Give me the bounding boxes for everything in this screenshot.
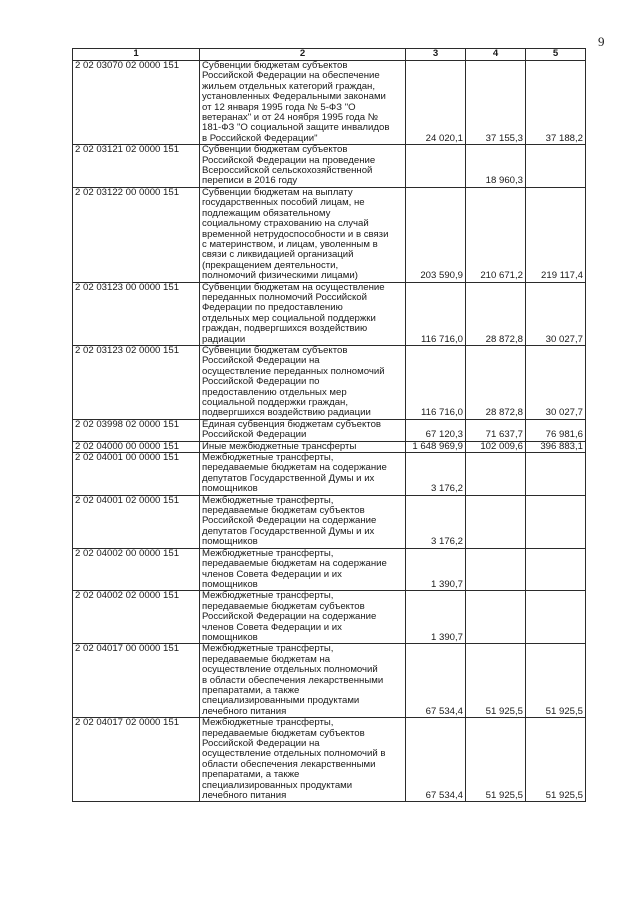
amount-cell-col4: 28 872,8 (466, 282, 526, 345)
amount-cell-col5 (526, 145, 586, 188)
description-line: Российской Федерации на обеспечение (202, 70, 380, 82)
budget-code-cell: 2 02 04017 02 0000 151 (73, 718, 200, 802)
budget-code-cell: 2 02 04017 00 0000 151 (73, 644, 200, 718)
description-line: специализированными продуктами (202, 695, 360, 707)
amount-cell-col4: 102 009,6 (466, 441, 526, 452)
amount-cell-col5 (526, 453, 586, 496)
table-row (73, 145, 586, 188)
amount-cell-col4 (466, 495, 526, 548)
page-number: 9 (598, 34, 605, 49)
description-line: Российской Федерации на содержание (202, 611, 377, 623)
column-header-2: 2 (200, 49, 406, 61)
amount-cell-col4: 51 925,5 (466, 644, 526, 718)
description-line: социальной поддержки граждан, (202, 397, 348, 408)
description-line: помощников (202, 483, 258, 495)
description-line: предоставлению отдельных мер (202, 386, 347, 398)
description-line: Субвенции бюджетам на осуществление (202, 282, 385, 293)
table-body (73, 61, 586, 802)
description-line: Единая субвенция бюджетам субъектов (202, 419, 382, 430)
amount-cell-col5: 396 883,1 (526, 441, 586, 452)
description-line: области обеспечения лекарственными (202, 758, 376, 770)
description-line: Федерации по предоставлению (202, 302, 343, 314)
amount-cell-col3: 1 648 969,9 (406, 441, 466, 452)
amount-cell-col4: 51 925,5 (466, 718, 526, 802)
table-row (73, 419, 586, 441)
description-line: передаваемые бюджетам субъектов (202, 505, 365, 517)
description-line: Российской Федерации на проведение (202, 154, 376, 166)
budget-code-cell: 2 02 04001 00 0000 151 (73, 453, 200, 496)
description-line: депутатов Государственной Думы и их (202, 472, 375, 484)
budget-code-cell: 2 02 04001 02 0000 151 (73, 495, 200, 548)
amount-cell-col4: 210 671,2 (466, 187, 526, 282)
description-line: от 12 января 1995 года № 5-ФЗ "О (202, 101, 356, 113)
budget-code-cell: 2 02 04000 00 0000 151 (73, 441, 200, 452)
description-line: лечебного питания (202, 790, 287, 802)
description-line: Российской Федерации (202, 429, 307, 441)
description-line: (прекращением деятельности, (202, 259, 339, 271)
table-row (73, 453, 586, 496)
description-line: полномочий физическими лицами) (202, 270, 358, 282)
description-line: с материнством, и лицам, уволенным в (202, 238, 378, 250)
description-line: Межбюджетные трансферты, (202, 548, 334, 559)
description-cell (200, 419, 406, 441)
budget-code-cell: 2 02 03123 00 0000 151 (73, 282, 200, 345)
description-line: Российской Федерации по (202, 376, 320, 388)
description-line: Субвенции бюджетам субъектов (202, 144, 348, 156)
budget-code-cell: 2 02 04002 02 0000 151 (73, 591, 200, 644)
description-line: в Российской Федерации" (202, 132, 318, 144)
description-line: подвергшихся воздействию радиации (202, 407, 371, 419)
description-line: Иные межбюджетные трансферты (202, 441, 357, 452)
table-row (73, 282, 586, 345)
description-line: подлежащим обязательному (202, 207, 331, 219)
amount-cell-col4: 71 637,7 (466, 419, 526, 441)
amount-cell-col3: 1 390,7 (406, 591, 466, 644)
table-row (73, 441, 586, 452)
budget-code-cell: 2 02 03123 02 0000 151 (73, 345, 200, 419)
amount-cell-col5: 51 925,5 (526, 644, 586, 718)
amount-cell-col4: 18 960,3 (466, 145, 526, 188)
amount-cell-col3: 203 590,9 (406, 187, 466, 282)
description-line: передаваемые бюджетам на содержание (202, 462, 387, 474)
column-header-5: 5 (526, 49, 586, 61)
description-line: граждан, подвергшихся воздействию (202, 323, 368, 335)
description-line: помощников (202, 536, 258, 548)
table-row (73, 591, 586, 644)
amount-cell-col3: 3 176,2 (406, 495, 466, 548)
description-cell (200, 591, 406, 644)
table-row (73, 187, 586, 282)
description-line: Межбюджетные трансферты, (202, 717, 334, 729)
amount-cell-col4 (466, 548, 526, 591)
description-line: связи с ликвидацией организаций (202, 249, 354, 261)
amount-cell-col3 (406, 145, 466, 188)
amount-cell-col3: 67 534,4 (406, 718, 466, 802)
description-cell (200, 61, 406, 145)
description-line: депутатов Государственной Думы и их (202, 525, 375, 537)
description-cell (200, 145, 406, 188)
description-line: временной нетрудоспособности и в связи (202, 228, 389, 240)
description-line: Межбюджетные трансферты, (202, 495, 334, 506)
description-line: членов Совета Федерации и их (202, 621, 342, 633)
description-line: Субвенции бюджетам субъектов (202, 60, 348, 71)
budget-table (72, 48, 586, 802)
description-line: социальному страхованию на случай (202, 218, 369, 230)
budget-code-cell: 2 02 04002 00 0000 151 (73, 548, 200, 591)
description-line: помощников (202, 631, 258, 643)
amount-cell-col4: 28 872,8 (466, 345, 526, 419)
description-line: осуществление отдельных полномочий (202, 664, 378, 676)
description-cell (200, 453, 406, 496)
amount-cell-col3: 67 120,3 (406, 419, 466, 441)
description-line: специализированных продуктами (202, 779, 353, 791)
amount-cell-col3: 116 716,0 (406, 282, 466, 345)
description-line: Российской Федерации на (202, 355, 320, 367)
description-line: Субвенции бюджетам субъектов (202, 345, 348, 356)
amount-cell-col5 (526, 495, 586, 548)
description-cell (200, 644, 406, 718)
amount-cell-col5: 37 188,2 (526, 61, 586, 145)
column-header-3: 3 (406, 49, 466, 61)
description-line: переданных полномочий Российской (202, 291, 367, 303)
amount-cell-col5: 30 027,7 (526, 345, 586, 419)
description-cell (200, 718, 406, 802)
description-line: осуществление отдельных полномочий в (202, 748, 386, 760)
amount-cell-col5: 51 925,5 (526, 718, 586, 802)
description-line: переписи в 2016 году (202, 175, 298, 187)
amount-cell-col3: 24 020,1 (406, 61, 466, 145)
amount-cell-col3: 67 534,4 (406, 644, 466, 718)
amount-cell-col5 (526, 591, 586, 644)
table-row (73, 495, 586, 548)
description-line: отдельных мер социальной поддержки (202, 312, 376, 324)
table-row (73, 644, 586, 718)
table-row (73, 548, 586, 591)
amount-cell-col3: 3 176,2 (406, 453, 466, 496)
table-header (73, 49, 586, 61)
amount-cell-col5: 76 981,6 (526, 419, 586, 441)
description-cell (200, 495, 406, 548)
budget-code-cell: 2 02 03121 02 0000 151 (73, 145, 200, 188)
description-cell (200, 345, 406, 419)
budget-code-cell: 2 02 03070 02 0000 151 (73, 61, 200, 145)
description-line: в области обеспечения лекарственными (202, 674, 384, 686)
header-row (73, 49, 586, 61)
description-cell (200, 187, 406, 282)
description-line: ветеранах" и от 24 ноября 1995 года № (202, 112, 379, 124)
description-line: препаратами, а также (202, 769, 300, 781)
column-header-4: 4 (466, 49, 526, 61)
description-line: Межбюджетные трансферты, (202, 590, 334, 602)
column-header-1: 1 (73, 49, 200, 61)
table-row (73, 61, 586, 145)
amount-cell-col5: 30 027,7 (526, 282, 586, 345)
description-line: Субвенции бюджетам на выплату (202, 187, 353, 198)
budget-code-cell: 2 02 03998 02 0000 151 (73, 419, 200, 441)
amount-cell-col5: 219 117,4 (526, 187, 586, 282)
table-row (73, 718, 586, 802)
description-line: Российской Федерации на содержание (202, 515, 377, 527)
description-line: передаваемые бюджетам субъектов (202, 727, 365, 739)
description-line: лечебного питания (202, 705, 287, 717)
description-line: 181-ФЗ "О социальной защите инвалидов (202, 122, 390, 134)
description-line: радиации (202, 333, 246, 345)
description-line: государственных пособий лицам, не (202, 197, 365, 209)
amount-cell-col4 (466, 591, 526, 644)
description-line: Всероссийской сельскохозяйственной (202, 165, 373, 177)
table-row (73, 345, 586, 419)
description-line: членов Совета Федерации и их (202, 568, 342, 580)
description-line: помощников (202, 578, 258, 590)
description-line: Межбюджетные трансферты, (202, 452, 334, 464)
amount-cell-col5 (526, 548, 586, 591)
amount-cell-col3: 1 390,7 (406, 548, 466, 591)
amount-cell-col3: 116 716,0 (406, 345, 466, 419)
amount-cell-col4 (466, 453, 526, 496)
description-cell (200, 282, 406, 345)
budget-code-cell: 2 02 03122 00 0000 151 (73, 187, 200, 282)
description-line: Межбюджетные трансферты, (202, 643, 334, 655)
description-line: препаратами, а также (202, 684, 300, 696)
description-cell (200, 441, 406, 452)
description-line: установленных Федеральными законами (202, 91, 386, 103)
amount-cell-col4: 37 155,3 (466, 61, 526, 145)
description-cell (200, 548, 406, 591)
description-line: передаваемые бюджетам на содержание (202, 558, 387, 570)
description-line: передаваемые бюджетам субъектов (202, 600, 365, 612)
description-line: жильем отдельных категорий граждан, (202, 80, 376, 92)
description-line: Российской Федерации на (202, 738, 320, 749)
description-line: передаваемые бюджетам на (202, 653, 331, 665)
description-line: осуществление переданных полномочий (202, 365, 385, 377)
